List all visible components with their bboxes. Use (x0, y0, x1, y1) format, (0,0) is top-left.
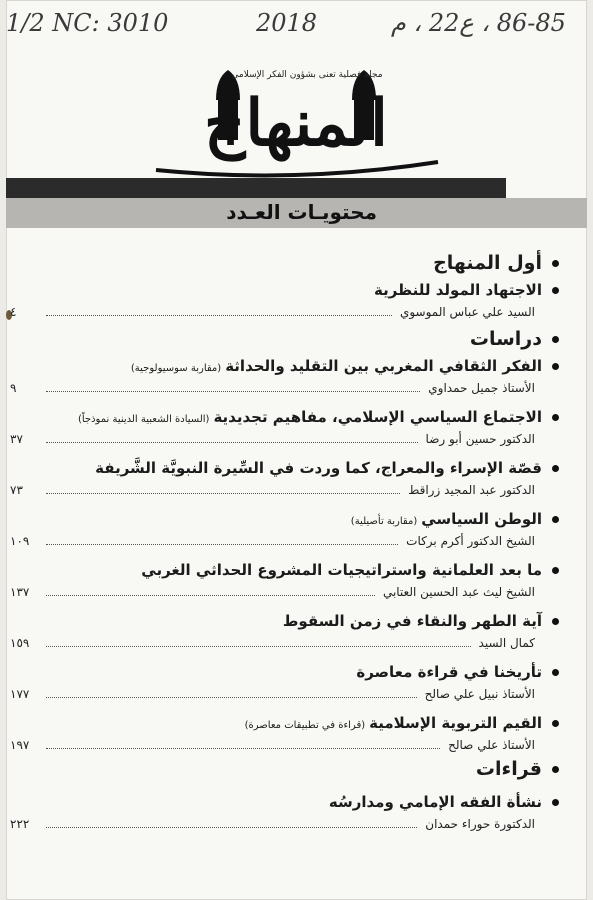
bullet-icon (552, 363, 559, 370)
dotted-leader (46, 646, 471, 647)
entry-author: الأستاذ جميل حمداوي (428, 381, 535, 395)
entry-author: الأستاذ علي صالح (448, 738, 535, 752)
toc-entry (6, 456, 587, 502)
bullet-icon (552, 567, 559, 574)
section-heading-text: قراءات (475, 758, 542, 780)
bullet-icon (552, 799, 559, 806)
dotted-leader (46, 748, 440, 749)
entry-page-number: ١٠٩ (10, 534, 30, 548)
entry-subtitle: (مقاربة تأصيلية) (350, 516, 418, 527)
entry-title (131, 354, 559, 378)
entry-title-text: تأريخنا في قراءة معاصرة (356, 663, 542, 681)
entry-author: الأستاذ نبيل علي صالح (424, 687, 535, 701)
bullet-icon (552, 336, 559, 343)
bullet-icon (552, 766, 559, 773)
table-of-contents (6, 0, 587, 900)
entry-subtitle: (مقاربة سوسيولوجية) (130, 363, 222, 374)
entry-author: الدكتور عبد المجيد زراقط (408, 483, 535, 497)
bullet-icon (552, 516, 559, 523)
bullet-icon (552, 414, 559, 421)
dotted-leader (46, 544, 398, 545)
entry-title (351, 507, 559, 531)
section-heading (470, 326, 559, 352)
section-heading (433, 250, 559, 276)
entry-page-number: ٢٢٢ (10, 817, 30, 831)
toc-entry (6, 507, 587, 553)
entry-author: الدكتور حسين أبو رضا (425, 432, 535, 446)
entry-subtitle: (السيادة الشعبية الدينية نموذجاً) (77, 414, 210, 425)
bullet-icon (552, 669, 559, 676)
entry-title-text: آية الطهر والنقاء في زمن السقوط (282, 612, 542, 630)
toc-entry (6, 609, 587, 655)
entry-title (141, 558, 559, 582)
entry-author: الشيخ ليث عبد الحسين العتابي (382, 585, 535, 599)
entry-title-text: الاجتماع السياسي الإسلامي، مفاهيم تجديدية (213, 408, 542, 426)
logo-tagline: مجلة فصلية تعنى بشؤون الفكر الإسلامي (231, 70, 383, 80)
toc-entry (6, 405, 587, 451)
toc-entry (6, 790, 587, 836)
dotted-leader (46, 697, 417, 698)
toc-entry (6, 711, 587, 757)
dotted-leader (46, 827, 417, 828)
dotted-leader (46, 595, 375, 596)
entry-title (95, 456, 559, 480)
section-heading-text: أول المنهاج (433, 252, 542, 274)
entry-page-number: ١٣٧ (10, 585, 30, 599)
entry-title-text: قصّة الإسراء والمعراج، كما وردت في السِّيرة النبويَّة الشَّريفة (95, 459, 542, 477)
section-heading-text: دراسات (469, 328, 542, 350)
toc-entry (6, 660, 587, 706)
journal-page (6, 0, 587, 900)
entry-title (245, 711, 559, 735)
entry-author: كمال السيد (478, 636, 535, 650)
toc-entry (6, 354, 587, 400)
entry-page-number: ٤ (10, 305, 17, 319)
bullet-icon (552, 618, 559, 625)
entry-author: السيد علي عباس الموسوي (399, 305, 535, 319)
entry-page-number: ١٩٧ (10, 738, 30, 752)
entry-title-text: الوطن السياسي (421, 510, 542, 528)
entry-title (356, 660, 559, 684)
toc-entry (6, 278, 587, 324)
entry-page-number: ٩ (10, 381, 17, 395)
entry-page-number: ٣٧ (10, 432, 23, 446)
entry-title (374, 278, 559, 302)
entry-author: الشيخ الدكتور أكرم بركات (406, 534, 535, 548)
dotted-leader (46, 442, 418, 443)
entry-title (283, 609, 559, 633)
dotted-leader (46, 315, 392, 316)
entry-title-text: نشأة الفقه الإمامي ومدارسُه (328, 793, 542, 811)
handwritten-catalog-code: 1/2 NC: 3010 (6, 9, 169, 37)
dotted-leader (46, 493, 400, 494)
entry-page-number: ٧٣ (10, 483, 23, 497)
bullet-icon (552, 287, 559, 294)
entry-title (329, 790, 559, 814)
handwritten-issue-ref: 86-85 ، ع22 ، م (391, 9, 566, 37)
entry-page-number: ١٧٧ (10, 687, 30, 701)
section-heading (476, 756, 559, 782)
entry-title-text: ما بعد العلمانية واستراتيجيات المشروع الحداثي الغربي (141, 561, 542, 579)
entry-page-number: ١٥٩ (10, 636, 30, 650)
contents-title: محتويـات العـدد (226, 200, 377, 224)
entry-title-text: القيم التربوية الإسلامية (369, 714, 542, 732)
logo-title: المنهاج (204, 86, 388, 161)
entry-title-text: الفكر الثقافي المغربي بين التقليد والحداثة (225, 357, 542, 375)
entry-author: الدكتورة حوراء حمدان (425, 817, 535, 831)
bullet-icon (552, 720, 559, 727)
handwritten-year: 2018 (256, 9, 318, 37)
dotted-leader (46, 391, 420, 392)
bullet-icon (552, 260, 559, 267)
entry-title (78, 405, 559, 429)
bullet-icon (552, 465, 559, 472)
entry-title-text: الاجتهاد المولد للنظرية (373, 281, 542, 299)
toc-entry (6, 558, 587, 604)
entry-subtitle: (قراءة في تطبيقات معاصرة) (244, 720, 366, 731)
